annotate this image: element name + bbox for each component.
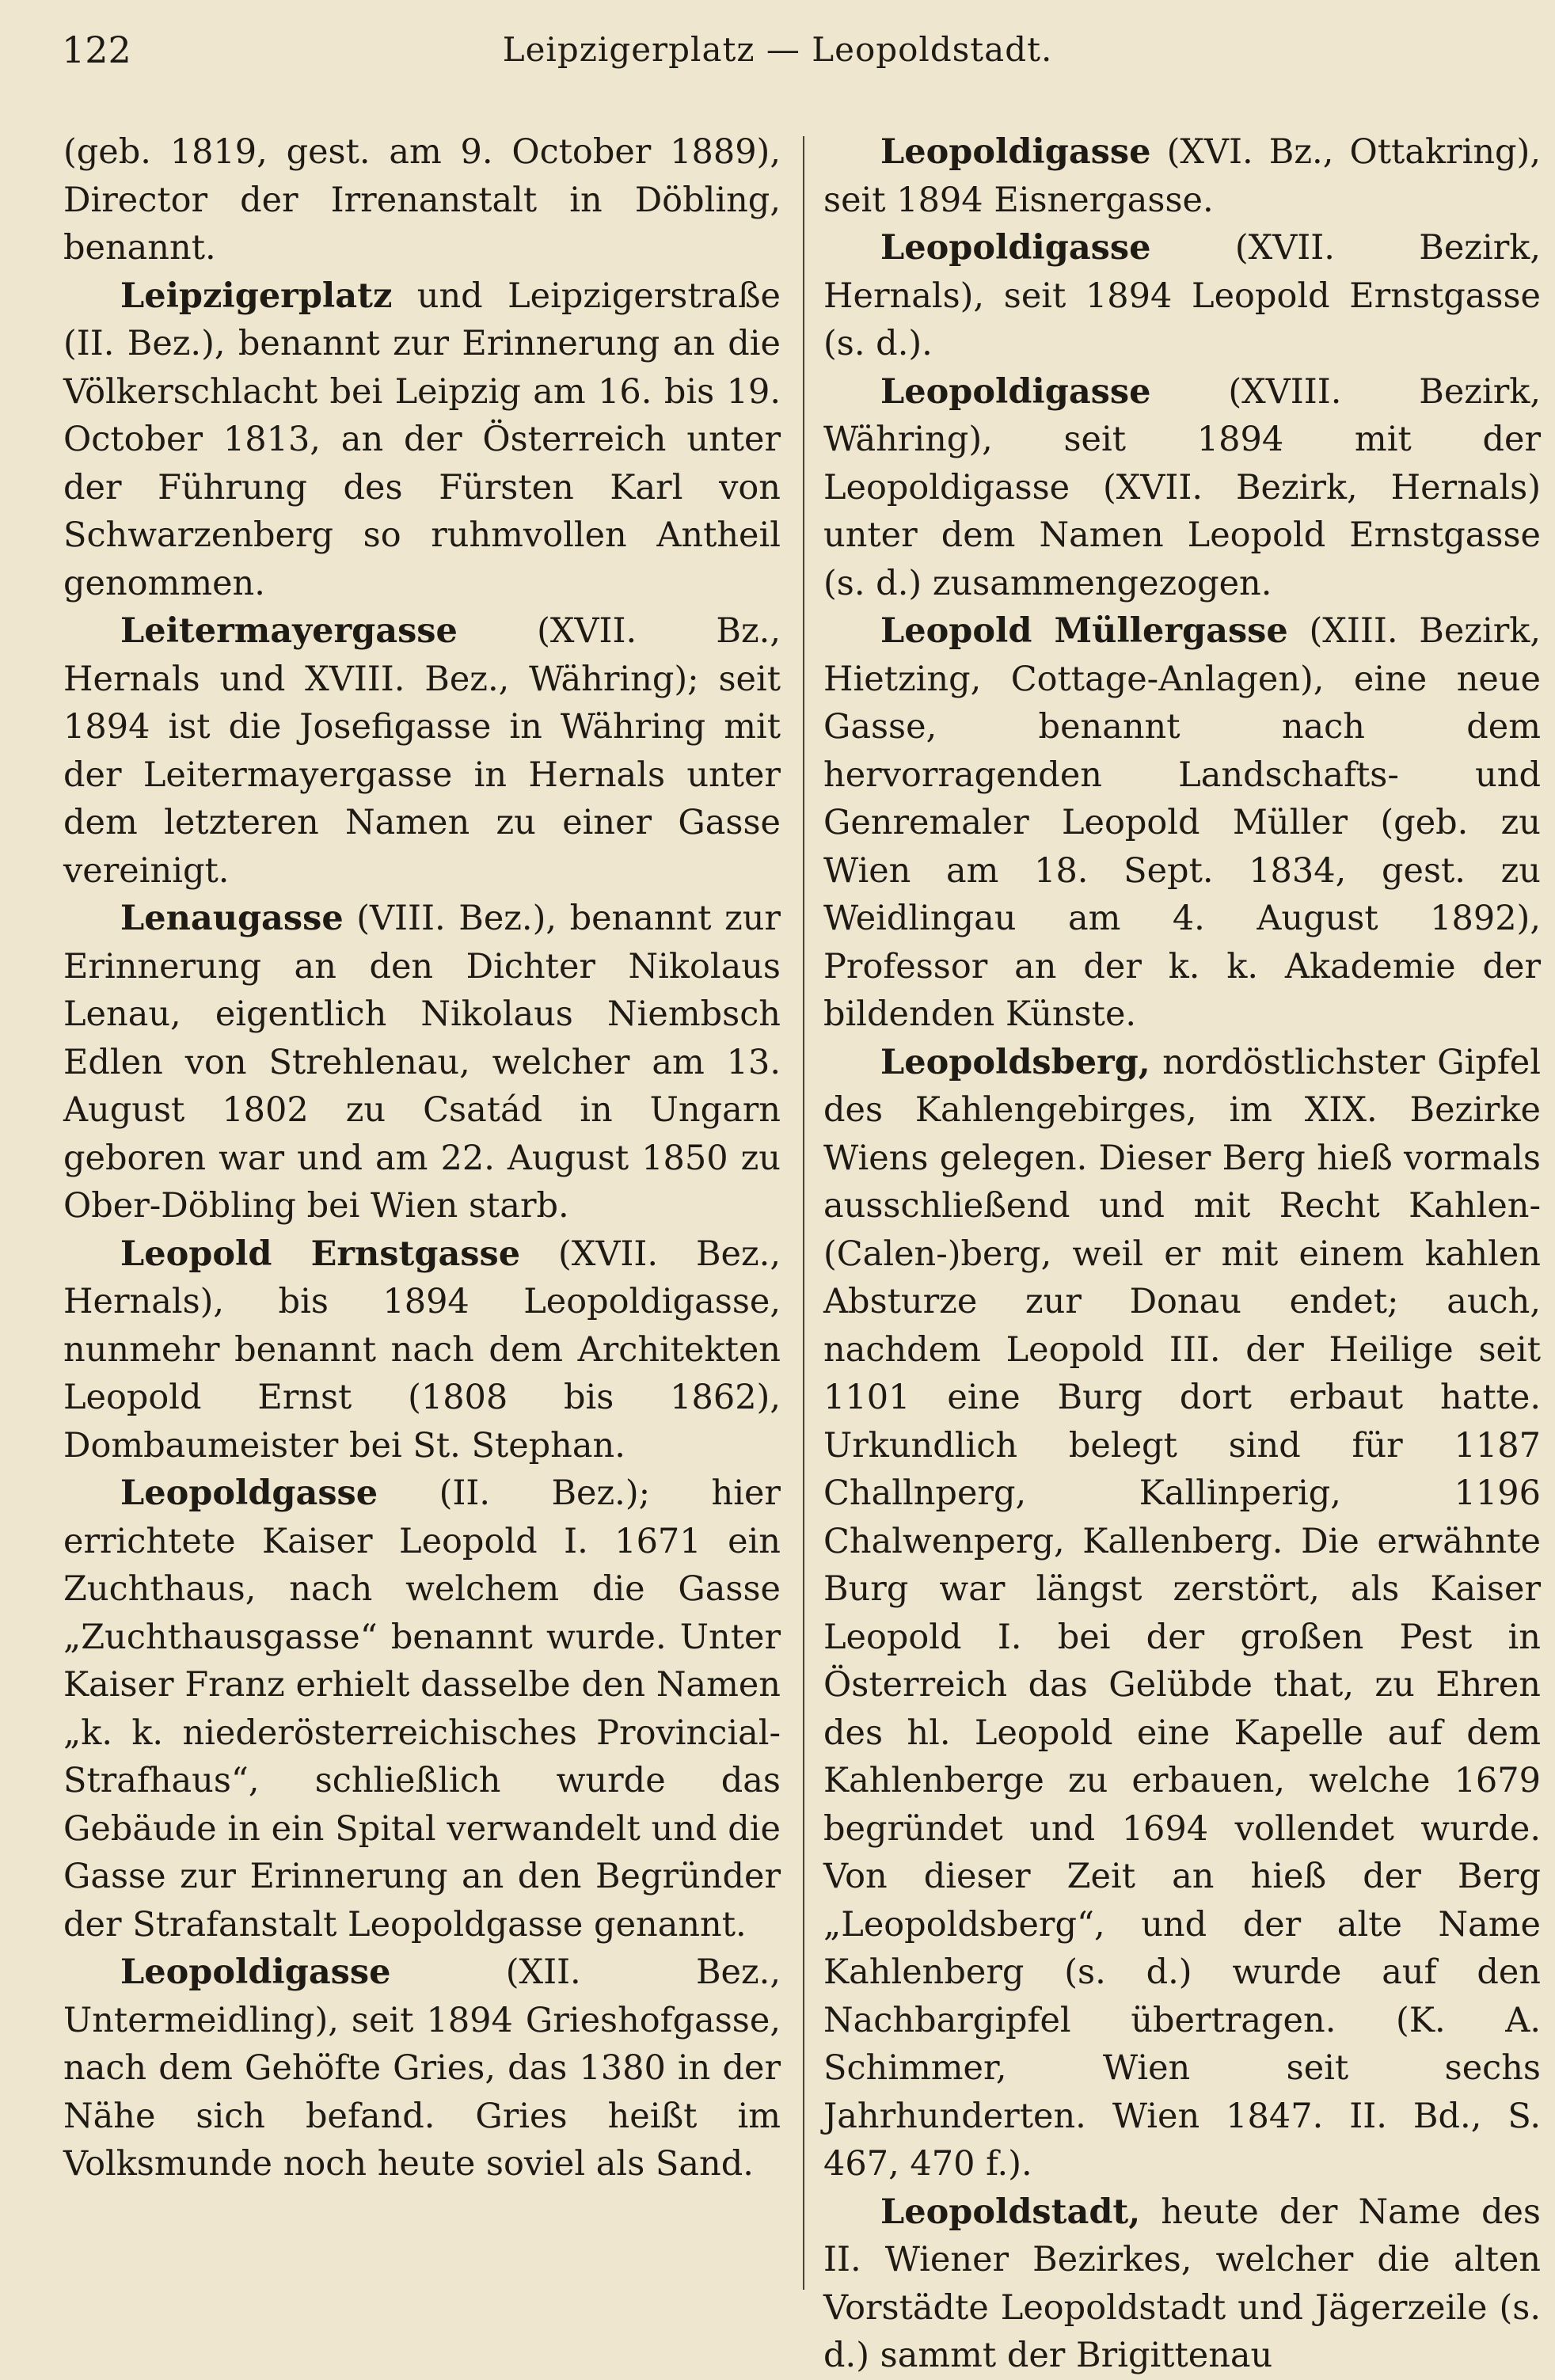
entry xyxy=(63,895,781,1230)
entry xyxy=(63,128,781,272)
entry-text: (XVII. Bz., Hernals und XVIII. Bez., Währing); seit 1894 ist die Josefigasse in Währing mit der Leitermayergasse in Hernals unter dem letzteren Namen zu einer Gasse vereinigt. xyxy=(63,611,781,891)
entry-headword: Leopoldstadt, xyxy=(880,2192,1141,2232)
entry xyxy=(823,368,1541,608)
entry xyxy=(63,272,781,608)
entry-text: heute der Name des II. Wiener Bezirkes, welcher die alten Vorstädte Leopoldstadt und Jägerzeile (s. d.) sammt der Brigittenau xyxy=(823,2192,1541,2375)
entry-text: (XVII. Bez., Hernals), bis 1894 Leopoldigasse, nunmehr benannt nach dem Architekten Leopold Ernst (1808 bis 1862), Dombaumeister bei St. Stephan. xyxy=(63,1234,781,1466)
page-number: 122 xyxy=(62,29,131,71)
entry xyxy=(823,607,1541,1039)
entry-text: (II. Bez.); hier errichtete Kaiser Leopold I. 1671 ein Zuchthaus, nach welchem die Gasse „Zuchthausgasse“ benannt wurde. Unter Kaiser Franz erhielt dasselbe den Namen „k. k. niederösterreichisches Provincial-Strafhaus“, schließlich wurde das Gebäude in ein Spital verwandelt und die Gasse zur Erinnerung an den Begründer der Strafanstalt Leopoldgasse genannt. xyxy=(63,1473,781,1945)
entry xyxy=(823,1039,1541,2188)
entry-headword: Leopold Ernstgasse xyxy=(120,1234,521,1274)
entry-text: (VIII. Bez.), benannt zur Erinnerung an den Dichter Nikolaus Lenau, eigentlich Nikolaus Niembsch Edlen von Strehlenau, welcher am 13. August 1802 zu Csatád in Ungarn geboren war und am 22. August 1850 zu Ober-Döbling bei Wien starb. xyxy=(63,899,781,1226)
entry xyxy=(63,1469,781,1948)
right-column xyxy=(823,128,1541,2380)
entry xyxy=(823,2188,1541,2380)
entry-text: nordöstlichster Gipfel des Kahlengebirges, im XIX. Bezirke Wiens gelegen. Dieser Berg hieß vormals ausschließend und mit Recht Kahlen-(Calen-)berg, weil er mit einem kahlen Absturze zur Donau endet; auch, nachdem Leopold III. der Heilige seit 1101 eine Burg dort erbaut hatte. Urkundlich belegt sind für 1187 Challnperg, Kallinperig, 1196 Chalwenperg, Kallenberg. Die erwähnte Burg war längst zerstört, als Kaiser Leopold I. bei der großen Pest in Österreich das Gelübde that, zu Ehren des hl. Leopold eine Kapelle auf dem Kahlenberge zu erbauen, welche 1679 begründet und 1694 vollendet wurde. Von dieser Zeit an hieß der Berg „Leopoldsberg“, und der alte Name Kahlenberg (s. d.) wurde auf den Nachbargipfel übertragen. (K. A. Schimmer, Wien seit sechs Jahrhunderten. Wien 1847. II. Bd., S. 467, 470 f.). xyxy=(823,1042,1541,2184)
entry xyxy=(63,1948,781,2188)
entry-headword: Leopoldigasse xyxy=(120,1952,391,1992)
entry-headword: Leopoldgasse xyxy=(120,1473,378,1513)
entry-headword: Leitermayergasse xyxy=(120,611,458,651)
column-divider xyxy=(803,136,804,2290)
entry xyxy=(823,128,1541,224)
entry-text: (XIII. Bezirk, Hietzing, Cottage-Anlagen), eine neue Gasse, benannt nach dem hervorragenden Landschafts- und Genremaler Leopold Müller (geb. zu Wien am 18. Sept. 1834, gest. zu Weidlingau am 4. August 1892), Professor an der k. k. Akademie der bildenden Künste. xyxy=(823,611,1541,1034)
entry-headword: Leopoldsberg, xyxy=(880,1042,1150,1082)
entry-headword: Leopoldigasse xyxy=(880,132,1151,172)
entry-headword: Leopold Müllergasse xyxy=(880,611,1288,651)
entry xyxy=(63,607,781,895)
running-title: Leipzigerplatz — Leopoldstadt. xyxy=(502,30,1053,69)
left-column xyxy=(63,128,781,2188)
entry-text: (XVIII. Bezirk, Währing), seit 1894 mit der Leopoldigasse (XVII. Bezirk, Hernals) unter dem Namen Leopold Ernstgasse (s. d.) zusammengezogen. xyxy=(823,371,1541,603)
entry-headword: Leipzigerplatz xyxy=(120,276,393,316)
entry xyxy=(63,1230,781,1470)
entry-text: (XVI. Bz., Ottakring), seit 1894 Eisnergasse. xyxy=(823,132,1541,220)
entry-text: und Leipzigerstraße (II. Bez.), benannt zur Erinnerung an die Völkerschlacht bei Leipzig am 16. bis 19. October 1813, an der Österreich unter der Führung des Fürsten Karl von Schwarzenberg so ruhmvollen Antheil genommen. xyxy=(63,276,781,603)
entry-text: (XVII. Bezirk, Hernals), seit 1894 Leopold Ernstgasse (s. d.). xyxy=(823,228,1541,363)
entry-text: (XII. Bez., Untermeidling), seit 1894 Grieshofgasse, nach dem Gehöfte Gries, das 1380 in der Nähe sich befand. Gries heißt im Volksmunde noch heute soviel als Sand. xyxy=(63,1952,781,2184)
entry-text: (geb. 1819, gest. am 9. October 1889), Director der Irrenanstalt in Döbling, benannt. xyxy=(63,132,781,268)
entry-headword: Leopoldigasse xyxy=(880,371,1151,412)
entry xyxy=(823,224,1541,368)
entry-headword: Leopoldigasse xyxy=(880,228,1151,268)
entry-headword: Lenaugasse xyxy=(120,899,344,938)
